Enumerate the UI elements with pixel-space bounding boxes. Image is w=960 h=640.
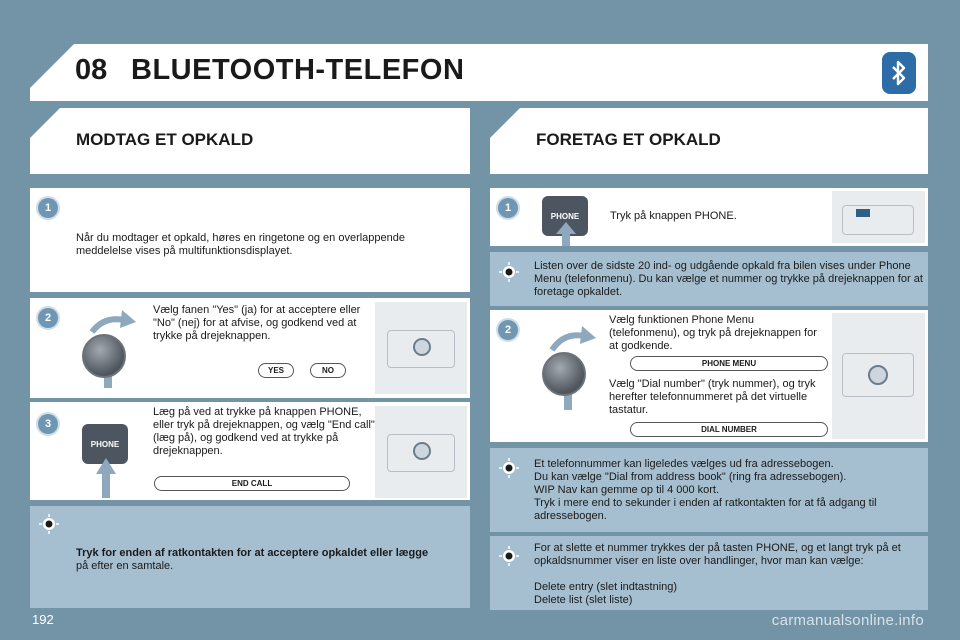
tip-text: på efter en samtale.	[76, 560, 174, 572]
radio-panel-image	[375, 302, 467, 394]
phone-menu-button[interactable]: PHONE MENU	[630, 356, 828, 371]
end-call-button[interactable]: END CALL	[154, 476, 350, 491]
step-badge: 3	[38, 414, 58, 434]
rotary-knob	[542, 352, 586, 396]
page-header	[30, 44, 928, 101]
tip-line-1: Et telefonnummer kan ligeledes vælges ud fra adressebogen.	[534, 458, 834, 470]
right-tip-2	[490, 448, 928, 532]
step-text: Når du modtager et opkald, høres en ringetone og en overlappende meddelelse vises på multifunktionsdisplayet.	[76, 232, 405, 257]
chapter-number: 08	[75, 54, 108, 86]
phone-button-icon: PHONE	[542, 196, 588, 236]
left-step-2	[30, 298, 470, 398]
dial-number-button[interactable]: DIAL NUMBER	[630, 422, 828, 437]
radio-panel-image	[375, 406, 467, 498]
make-call-heading: FORETAG ET OPKALD	[536, 130, 721, 149]
step-text: Læg på ved at trykke på knappen PHONE, eller tryk på drejeknappen, og vælg "End call" (læg på), og godkend ved at trykke på drejeknappen.	[153, 406, 375, 457]
tip-line-2: Delete entry (slet indtastning)	[534, 581, 678, 593]
tip-text: Listen over de sidste 20 ind- og udgående opkald fra bilen vises under Phone Menu (telefonmenu). Du kan vælge et nummer og trykke på drejeknappen for at foretage opkaldet.	[534, 260, 923, 298]
step-text-b: Vælg "Dial number" (tryk nummer), og tryk herefter telefonnummeret på det virtuelle tastatur.	[609, 378, 816, 416]
receive-call-heading: MODTAG ET OPKALD	[76, 130, 254, 149]
right-step-2	[490, 310, 928, 442]
left-section-header	[30, 108, 470, 174]
watermark: carmanualsonline.info	[771, 612, 924, 629]
header-notch	[30, 44, 74, 88]
step-badge: 1	[498, 198, 518, 218]
radio-panel-image	[832, 191, 925, 243]
yes-button[interactable]: YES	[258, 363, 294, 378]
press-arrow-icon	[554, 222, 578, 246]
lightbulb-icon	[499, 262, 519, 282]
lightbulb-icon	[39, 514, 59, 534]
step-text: Vælg fanen "Yes" (ja) for at acceptere eller "No" (nej) for at afvise, og godkend ved at trykke på drejeknappen.	[153, 304, 361, 342]
lightbulb-icon	[499, 458, 519, 478]
tip-line-4: Tryk i mere end to sekunder i enden af ratkontakten for at få adgang til adressebogen.	[534, 497, 877, 522]
tip-line-2: Du kan vælge "Dial from address book" (ring fra adressebogen).	[534, 471, 847, 483]
step-text: Tryk på knappen PHONE.	[610, 210, 737, 222]
tip-line-3: Delete list (slet liste)	[534, 594, 633, 606]
rotary-knob	[82, 334, 126, 378]
step-badge: 2	[498, 320, 518, 340]
page-title: BLUETOOTH-TELEFON	[131, 54, 465, 86]
tip-line-1: For at slette et nummer trykkes der på tasten PHONE, og et langt tryk på et opkaldsnummer viser en liste over handlinger, hvor man kan vælge:	[534, 542, 901, 567]
step-badge: 1	[38, 198, 58, 218]
step-text-a: Vælg funktionen Phone Menu (telefonmenu), og tryk på drejeknappen for at godkende.	[609, 314, 817, 352]
right-tip-3	[490, 536, 928, 610]
tip-line-3: WIP Nav kan gemme op til 4 000 kort.	[534, 484, 720, 496]
step-badge: 2	[38, 308, 58, 328]
left-tip	[30, 506, 470, 608]
phone-button-icon: PHONE	[82, 424, 128, 464]
no-button[interactable]: NO	[310, 363, 346, 378]
radio-panel-image	[832, 313, 925, 439]
right-step-1	[490, 188, 928, 246]
lightbulb-icon	[499, 546, 519, 566]
page-number: 192	[32, 612, 54, 627]
left-step-1	[30, 188, 470, 292]
press-arrow-icon	[94, 454, 118, 498]
right-tip-1	[490, 252, 928, 306]
tip-bold-text: Tryk for enden af ratkontakten for at acceptere opkaldet eller lægge	[76, 547, 429, 559]
section-notch	[30, 108, 60, 138]
right-section-header	[490, 108, 928, 174]
left-step-3	[30, 402, 470, 500]
bluetooth-icon	[882, 52, 916, 94]
section-notch	[490, 108, 520, 138]
